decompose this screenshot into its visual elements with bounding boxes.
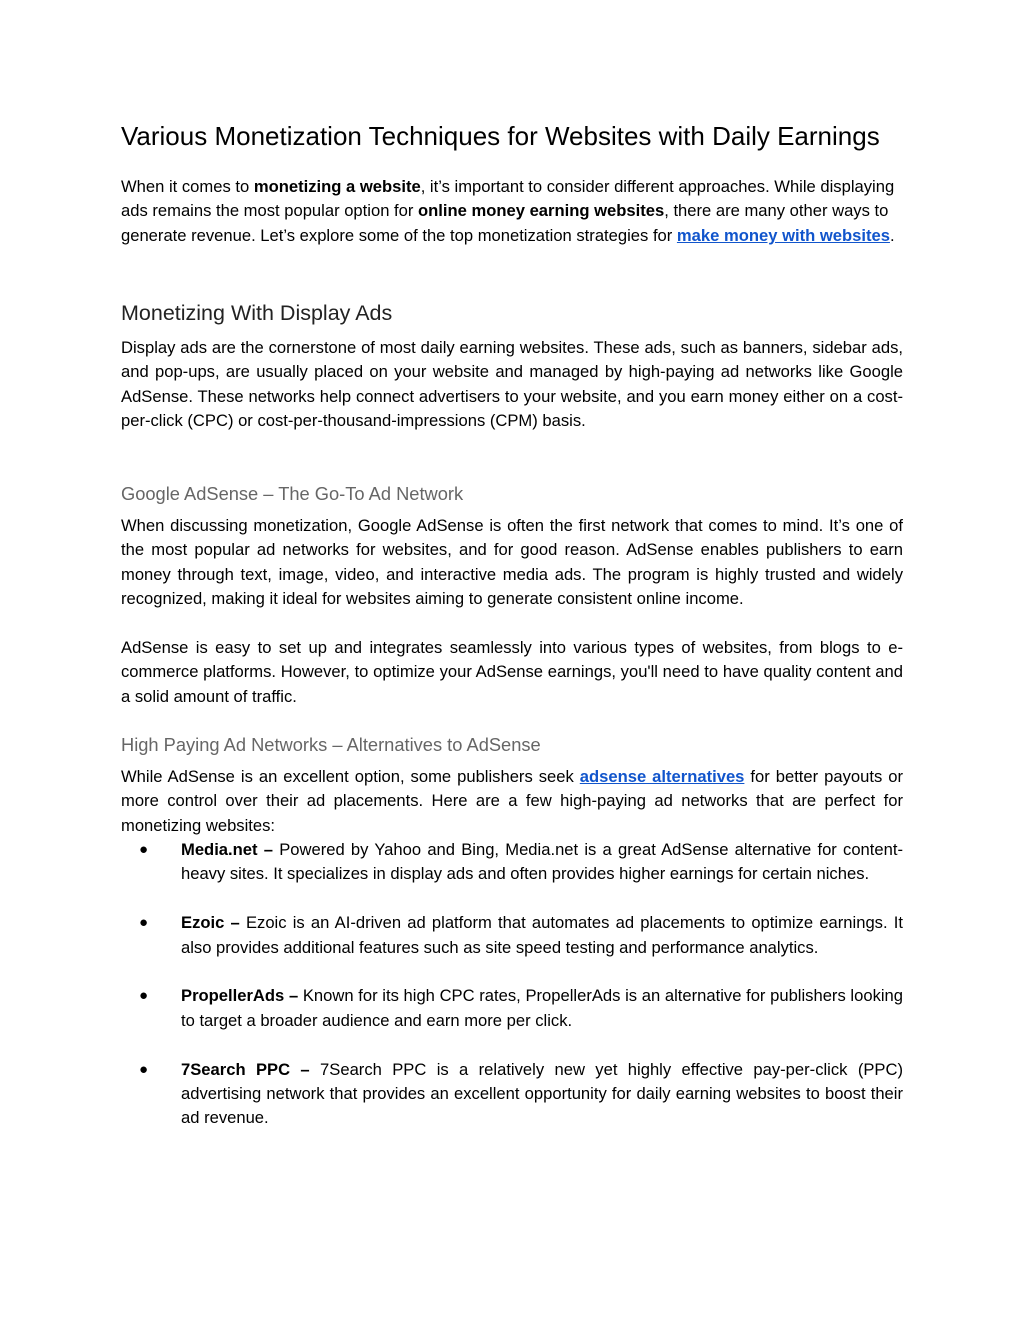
alternatives-text: While AdSense is an excellent option, some publishers seek xyxy=(121,767,580,786)
list-item-media-net xyxy=(121,838,903,887)
intro-text: , there are many other ways to generate revenue. Let’s explore some of the top monetization strategies for xyxy=(121,201,889,245)
list-item-propellerads xyxy=(121,984,903,1033)
network-description: 7Search PPC is a relatively new yet highly effective pay-per-click (PPC) advertising network that provides an excellent opportunity for daily earning websites to boost their ad revenue. xyxy=(181,1059,903,1128)
display-ads-paragraph: Display ads are the cornerstone of most daily earning websites. These ads, such as banners, sidebar ads, and pop-ups, are usually placed on your website and managed by high-paying ad networks like Google AdSense. These networks help connect advertisers to your website, and you earn money either on a cost-per-click (CPC) or cost-per-thousand-impressions (CPM) basis. xyxy=(121,338,903,431)
bullet-icon: ● xyxy=(139,1060,149,1078)
intro-bold-online-earning: online money earning websites xyxy=(418,201,665,221)
bullet-icon: ● xyxy=(139,987,149,1005)
network-name: Ezoic – xyxy=(181,913,240,933)
bullet-icon: ● xyxy=(139,841,149,858)
intro-bold-monetizing: monetizing a website xyxy=(253,177,421,196)
network-description: Powered by Yahoo and Bing, Media.net is a great AdSense alternative for content-heavy sites. It specializes in display ads and often provides higher earnings for certain niches. xyxy=(181,840,903,884)
bullet-icon: ● xyxy=(139,914,149,932)
display-ads-heading: Monetizing With Display Ads xyxy=(121,301,393,325)
intro-paragraph xyxy=(121,175,903,248)
alternatives-text: for better payouts or more control over their ad placements. Here are a few high-paying ad networks that are perfect for monetizing websites: xyxy=(121,767,903,835)
network-description: Ezoic is an AI-driven ad platform that automates ad placements to optimize earnings. It also provides additional features such as site speed testing and performance analytics. xyxy=(181,913,903,957)
ad-networks-list xyxy=(121,838,903,1155)
network-name: 7Search PPC – xyxy=(181,1059,310,1079)
alternatives-paragraph xyxy=(121,765,903,838)
list-item-7search-ppc xyxy=(121,1058,903,1131)
page-title: Various Monetization Techniques for Websites with Daily Earnings xyxy=(121,121,880,151)
network-name: Media.net – xyxy=(181,840,273,859)
list-item-ezoic xyxy=(121,911,903,960)
adsense-paragraph-2: AdSense is easy to set up and integrates seamlessly into various types of websites, from blogs to e-commerce platforms. However, to optimize your AdSense earnings, you'll need to have quality content and a solid amount of traffic. xyxy=(121,638,903,706)
intro-text: . xyxy=(889,225,895,245)
adsense-alternatives-link[interactable]: adsense alternatives xyxy=(579,767,745,786)
alternatives-heading: High Paying Ad Networks – Alternatives to AdSense xyxy=(121,734,541,755)
network-description: Known for its high CPC rates, PropellerAds is an alternative for publishers looking to target a broader audience and earn more per click. xyxy=(181,986,904,1030)
adsense-paragraph-1: When discussing monetization, Google AdSense is often the first network that comes to mind. It’s one of the most popular ad networks for websites, and for good reason. AdSense enables publishers to earn money through text, image, video, and interactive media ads. The program is highly trusted and widely recognized, making it ideal for websites aiming to generate consistent online income. xyxy=(121,516,903,609)
intro-text: , it’s important to consider different approaches. While displaying ads remains the most popular option for xyxy=(121,177,895,221)
adsense-heading: Google AdSense – The Go-To Ad Network xyxy=(121,483,464,504)
intro-text: When it comes to xyxy=(121,177,254,196)
network-name: PropellerAds – xyxy=(181,986,299,1006)
make-money-link[interactable]: make money with websites xyxy=(676,225,890,245)
